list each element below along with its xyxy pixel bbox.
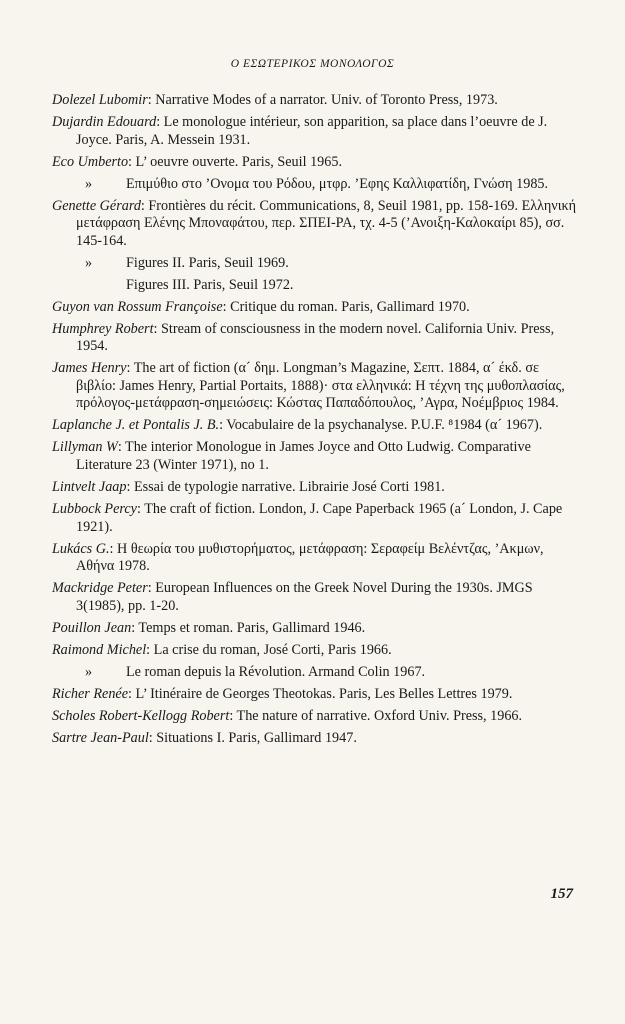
entry-author: Guyon van Rossum Françoise — [52, 298, 223, 315]
entry-author: Dolezel Lubomir — [52, 92, 148, 108]
ditto-mark: » — [85, 663, 93, 680]
entry-author: Laplanche J. et Pontalis J. B. — [52, 417, 220, 434]
entry-author: Scholes Robert-Kellogg Robert — [52, 707, 230, 724]
bibliography-list — [52, 92, 578, 752]
entry-text: : Essai de typologie narrative. Librairie José Corti 1981. — [126, 478, 445, 495]
bibliography-entry — [52, 708, 578, 726]
entry-author: James Henry — [52, 360, 127, 377]
bibliography-entry-continuation — [52, 277, 578, 295]
entry-text: : L’ Itinéraire de Georges Theotokas. Paris, Les Belles Lettres 1979. — [128, 685, 513, 702]
bibliography-entry — [52, 360, 578, 413]
bibliography-entry — [52, 114, 578, 149]
entry-text: : La crise du roman, José Corti, Paris 1966. — [146, 641, 392, 658]
bibliography-entry — [52, 686, 578, 704]
entry-text: Figures II. Paris, Seuil 1969. — [126, 254, 289, 271]
entry-author: Mackridge Peter — [52, 580, 148, 597]
entry-author: Eco Umberto — [52, 153, 129, 170]
bibliography-entry-ditto — [52, 664, 578, 682]
entry-author: Sartre Jean-Paul — [52, 729, 149, 746]
bibliography-entry — [52, 92, 578, 110]
ditto-mark: » — [85, 175, 93, 192]
entry-text: Επιμύθιο στο ’Ονομα του Ρόδου, μτφρ. ’Εφης Καλλιφατίδη, Γνώση 1985. — [126, 175, 549, 192]
entry-author: Lubbock Percy — [52, 500, 137, 517]
entry-author: Humphrey Robert — [52, 320, 154, 337]
entry-text: : The interior Monologue in James Joyce and Otto Ludwig. Comparative Literature 23 (Winter 1971), no 1. — [76, 439, 531, 473]
running-head: Ο ΕΣΩΤΕΡΙΚΟΣ ΜΟΝΟΛΟΓΟΣ — [230, 58, 395, 70]
entry-text: : L’ oeuvre ouverte. Paris, Seuil 1965. — [128, 153, 343, 170]
entry-author: Raimond Michel — [52, 641, 147, 658]
bibliography-entry — [52, 730, 578, 748]
entry-text: Le roman depuis la Révolution. Armand Colin 1967. — [126, 663, 426, 680]
page-number: 157 — [550, 886, 573, 902]
entry-text: : European Influences on the Greek Novel During the 1930s. JMGS 3(1985), pp. 1-20. — [76, 580, 533, 614]
entry-text: : Situations I. Paris, Gallimard 1947. — [148, 729, 357, 746]
entry-text: : Le monologue intérieur, son apparition, sa place dans l’oeuvre de J. Joyce. Paris, A. Messein 1931. — [76, 113, 548, 148]
entry-text: : Η θεωρία του μυθιστορήματος, μετάφραση: Σεραφείμ Βελέντζας, ’Ακμων, Αθήνα 1978. — [76, 540, 544, 575]
entry-text: : The art of fiction (α´ δημ. Longman’s Magazine, Σεπτ. 1884, α´ έκδ. σε βιβλίο: James Henry, Partial Portaits, 1888)· στα ελληνικά: Η τέχνη της μυθοπλασίας, πρόλογος-μετάφραση-σημειώσεις: Κώστας Παπαδόπουλος, ’Αγρα, Νοέμβριος 1984. — [76, 360, 565, 412]
bibliography-entry — [52, 439, 578, 474]
entry-author: Pouillon Jean — [52, 619, 132, 636]
bibliography-entry — [52, 154, 578, 172]
entry-text: Figures III. Paris, Seuil 1972. — [126, 276, 294, 293]
entry-text: : Narrative Modes of a narrator. Univ. of Toronto Press, 1973. — [147, 92, 498, 108]
entry-text: : Frontières du récit. Communications, 8, Seuil 1981, pp. 158-169. Ελληνική μετάφραση Ελένης Μποναφάτου, περ. ΣΠΕΙ-ΡΑ, τχ. 4-5 (’Ανοιξη-Καλοκαίρι 85), σσ. 145-164. — [76, 197, 577, 249]
entry-author: Lillyman W — [52, 439, 118, 456]
bibliography-entry — [52, 198, 578, 251]
entry-author: Dujardin Edouard — [52, 113, 157, 130]
entry-text: : The craft of fiction. London, J. Cape Paperback 1965 (a´ London, J. Cape 1921). — [76, 500, 563, 535]
bibliography-entry — [52, 321, 578, 356]
entry-text: : Critique du roman. Paris, Gallimard 1970. — [222, 298, 470, 315]
entry-text: : The nature of narrative. Oxford Univ. Press, 1966. — [229, 707, 523, 724]
ditto-mark: » — [85, 254, 93, 271]
bibliography-entry — [52, 642, 578, 660]
bibliography-entry — [52, 501, 578, 536]
entry-author: Richer Renée — [52, 685, 129, 702]
bibliography-entry-ditto — [52, 255, 578, 273]
bibliography-entry-ditto — [52, 176, 578, 194]
entry-text: : Vocabulaire de la psychanalyse. P.U.F. ⁸1984 (α´ 1967). — [219, 417, 543, 434]
bibliography-entry — [52, 620, 578, 638]
entry-author: Lukács G. — [52, 540, 110, 557]
entry-text: : Stream of consciousness in the modern novel. California Univ. Press, 1954. — [76, 320, 555, 355]
bibliography-entry — [52, 417, 578, 435]
bibliography-entry — [52, 479, 578, 497]
entry-text: : Temps et roman. Paris, Gallimard 1946. — [131, 619, 366, 636]
entry-author: Genette Gérard — [52, 197, 141, 214]
entry-author: Lintvelt Jaap — [52, 478, 127, 495]
bibliography-entry — [52, 299, 578, 317]
bibliography-entry — [52, 541, 578, 576]
bibliography-entry — [52, 580, 578, 615]
